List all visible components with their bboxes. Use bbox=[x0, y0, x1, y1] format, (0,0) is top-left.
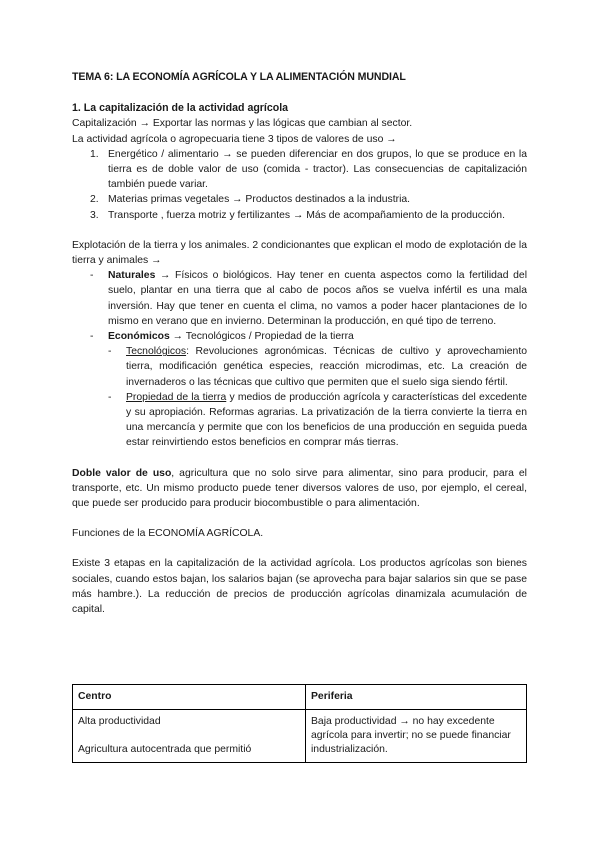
doble-valor-paragraph bbox=[72, 466, 527, 512]
dash-bullet: - bbox=[90, 331, 94, 343]
list-item-economicos bbox=[72, 329, 527, 451]
list-number: 2. bbox=[90, 194, 99, 206]
centro-periferia-table bbox=[72, 684, 527, 763]
table-row bbox=[73, 710, 527, 763]
list-number: 3. bbox=[90, 209, 99, 221]
list-item-text: Materias primas vegetales → Productos destinados a la industria. bbox=[108, 194, 411, 206]
economicos-sublist bbox=[108, 344, 527, 450]
economicos-label: Económicos bbox=[108, 331, 170, 343]
dash-bullet: - bbox=[108, 346, 112, 358]
funciones-line: Funciones de la ECONOMÍA AGRÍCOLA. bbox=[72, 528, 264, 540]
propiedad-text: y medios de producción agrícola y características del excedente y su apropiación. Reformas agrarias. La privatización de la tierra convierte la tierra en una mercancía y permite que con los beneficios de una producción en seguida pueda estar reinvirtiendo estos beneficios en comprar más tierras. bbox=[126, 391, 527, 449]
list-item bbox=[72, 147, 527, 193]
naturales-text: → Físicos o biológicos. Hay tener en cuenta aspectos como la fertilidad del suelo, plantar en una tierra que al cabo de pocos años se vuelva infértil es una mala inversión. Hay que tener en cuenta el clima, no vamos a poder hacer plantaciones de lo mismo en verano que en invierno. Determinan la producción, en qué tipo de terreno. bbox=[108, 270, 527, 327]
centro-line: Agricultura autocentrada que permitió bbox=[78, 744, 252, 755]
document-page bbox=[72, 70, 527, 617]
table-cell-centro bbox=[73, 710, 306, 763]
tecnologicos-label: Tecnológicos bbox=[126, 346, 187, 358]
table-header-row bbox=[73, 685, 527, 710]
table-cell-periferia: Baja productividad → no hay excedente agrícola para invertir; no se puede financiar industrialización. bbox=[306, 710, 527, 763]
valores-uso-line: La actividad agrícola o agropecuaria tiene 3 tipos de valores de uso → bbox=[72, 133, 397, 145]
dash-bullet: - bbox=[90, 270, 94, 282]
list-item bbox=[72, 208, 527, 223]
capitalizacion-line: Capitalización → Exportar las normas y las lógicas que cambian al sector. bbox=[72, 118, 413, 130]
document-title: TEMA 6: LA ECONOMÍA AGRÍCOLA Y LA ALIMENTACIÓN MUNDIAL bbox=[72, 71, 406, 83]
explotacion-intro: Explotación de la tierra y los animales. 2 condicionantes que explican el modo de explotación de la tierra y animales → bbox=[72, 239, 527, 267]
tecnologicos-text: : Revoluciones agronómicas. Técnicas de cultivo y aprovechamiento tierra, modificación genética especies, reacción microdimas, etc. La creación de invernaderos o las técnicas que cultivo que permiten que el suelo siga siendo fértil. bbox=[126, 346, 527, 388]
list-item-tecnologicos bbox=[108, 344, 527, 390]
table-header-centro: Centro bbox=[73, 685, 306, 710]
list-item-naturales bbox=[72, 268, 527, 329]
valores-uso-list bbox=[72, 147, 527, 223]
propiedad-label: Propiedad de la tierra bbox=[126, 391, 227, 403]
doble-valor-label: Doble valor de uso bbox=[72, 467, 172, 479]
etapas-paragraph: Existe 3 etapas en la capitalización de la actividad agrícola. Los productos agrícolas son bienes sociales, cuando estos bajan, los salarios bajan (se aprovecha para bajar salarios sin que se pase más hambre.). La reducción de precios de producción agrícolas dinamizala acumulación de capital. bbox=[72, 558, 527, 616]
doble-valor-text: , agricultura que no solo sirve para alimentar, sino para producir, para el transporte, etc. Un mismo producto puede tener diversos valores de uso, por ejemplo, el cereal, que puede ser producido para producir biocombustible o para alimentación. bbox=[72, 467, 527, 510]
list-number: 1. bbox=[90, 148, 99, 160]
list-item-text: Transporte , fuerza motriz y fertilizantes → Más de acompañamiento de la producción. bbox=[108, 209, 505, 221]
naturales-label: Naturales bbox=[108, 270, 156, 282]
table-header-periferia: Periferia bbox=[306, 685, 527, 710]
list-item-text: Energético / alimentario → se pueden diferenciar en dos grupos, lo que se produce en la tierra es de doble valor de uso (comida - tractor). Las consecuencias de capitalización también puede variar. bbox=[108, 148, 527, 191]
condicionantes-list bbox=[72, 268, 527, 450]
section-heading: 1. La capitalización de la actividad agrícola bbox=[72, 102, 289, 115]
economicos-text: → Tecnológicos / Propiedad de la tierra bbox=[169, 331, 354, 343]
centro-line: Alta productividad bbox=[78, 716, 161, 727]
list-item bbox=[72, 192, 527, 207]
list-item-propiedad bbox=[108, 390, 527, 451]
dash-bullet: - bbox=[108, 391, 112, 403]
